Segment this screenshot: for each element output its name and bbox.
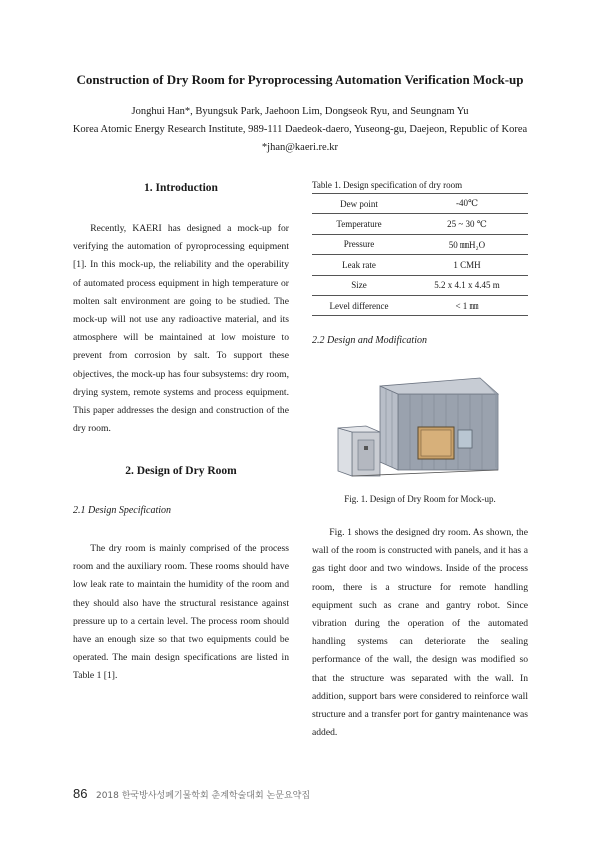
modification-paragraph: Fig. 1 shows the designed dry room. As shown, the wall of the room is constructed with panels, and it has a gas tight door and two windows. Inside of the process room, there is a structure for remote handling equipment such as crane and gantry robot. Since vibration during the operation of the automated handling systems can deteriorate the sealing performance of the wall, the design was modified so that the structure was separated with the wall. In addition, support bars were considered to reinforce wall structure and a transfer port for gantry maintenance was added. — [312, 527, 528, 739]
table-row — [312, 295, 528, 315]
table-value: 50 ㎜H₂O — [406, 234, 528, 254]
paper-title: Construction of Dry Room for Pyroprocessing Automation Verification Mock-up — [76, 72, 524, 87]
table-value: 5.2 x 4.1 x 4.45 m — [406, 275, 528, 295]
table-param: Size — [312, 275, 406, 295]
table-param: Pressure — [312, 234, 406, 254]
page-number: 86 — [73, 786, 88, 801]
table-value: < 1 ㎜ — [406, 295, 528, 315]
corresponding-email: *jhan@kaeri.re.kr — [261, 142, 339, 153]
table-param: Temperature — [312, 214, 406, 234]
table-row — [312, 194, 528, 214]
introduction-paragraph: Recently, KAERI has designed a mock-up for verifying the automation of pyroprocessing equipment [1]. In this mock-up, the reliability and the operability of automated process equipment in high temperature or molten salt environment are going to be studied. The mock-up will not use any radioactive material, and its atmosphere will be maintained at low moisture to prevent from corrosion by salt. To support these objectives, the mock-up has four subsystems: dry room, drying system, remote systems and process equipment. This paper addresses the design and construction of the dry room. — [73, 223, 289, 435]
dry-room-figure — [330, 372, 520, 482]
table-param: Dew point — [312, 194, 406, 214]
table-value: 1 CMH — [406, 255, 528, 275]
figure-caption: Fig. 1. Design of Dry Room for Mock-up. — [344, 494, 496, 504]
conference-name: 2018 한국방사성폐기물학회 춘계학술대회 논문요약집 — [95, 791, 311, 801]
design-heading: 2. Design of Dry Room — [125, 465, 237, 477]
spec-subheading: 2.1 Design Specification — [73, 505, 172, 516]
table-param: Leak rate — [312, 255, 406, 275]
table-value: 25 ~ 30 ℃ — [406, 214, 528, 234]
table-row — [312, 214, 528, 234]
modification-subheading: 2.2 Design and Modification — [312, 335, 427, 346]
spec-paragraph: The dry room is mainly comprised of the process room and the auxiliary room. These rooms should have low leak rate to maintain the humidity of the room and they should also have the structural resistance against pressure up to a certain level. The process room should have an enough size so that two equipments could be operated. The main design specifications are listed in Table 1 [1]. — [73, 543, 289, 682]
affiliation: Korea Atomic Energy Research Institute, 989-111 Daedeok-daero, Yuseong-gu, Daejeon, Republic of Korea — [72, 124, 528, 135]
introduction-heading: 1. Introduction — [144, 182, 218, 194]
author-list: Jonghui Han*, Byungsuk Park, Jaehoon Lim, Dongseok Ryu, and Seungnam Yu — [131, 106, 469, 117]
table-row — [312, 234, 528, 254]
page-footer — [73, 786, 310, 801]
spec-table — [312, 193, 528, 316]
table-caption: Table 1. Design specification of dry room — [312, 180, 463, 190]
table-param: Level difference — [312, 295, 406, 315]
table-row — [312, 275, 528, 295]
table-value: -40℃ — [406, 194, 528, 214]
table-row — [312, 255, 528, 275]
